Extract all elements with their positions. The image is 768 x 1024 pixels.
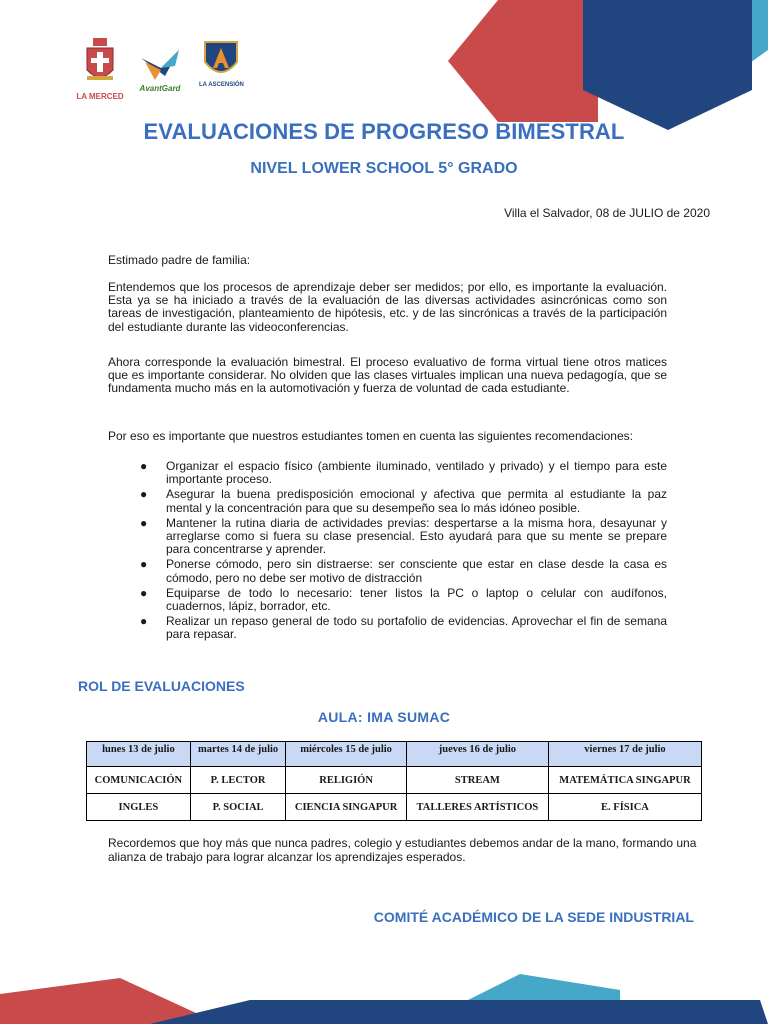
bullet-icon: ● xyxy=(140,487,148,502)
subject-cell: MATEMÁTICA SINGAPUR xyxy=(548,767,701,794)
school-logos xyxy=(75,36,245,110)
day-header: jueves 16 de julio xyxy=(406,742,548,767)
recommendations-list xyxy=(140,460,667,644)
paragraph-2: Ahora corresponde la evaluación bimestral. El proceso evaluativo de forma virtual tiene otros matices que es importante considerar. No olviden que las clases virtuales implican una nueva pedagogía, que se fundamenta mucho más en la automotivación y fuerza de voluntad de cada estudiante. xyxy=(108,355,667,396)
avantgard-bird-icon xyxy=(135,36,185,86)
schedule-heading: ROL DE EVALUACIONES xyxy=(78,678,245,694)
subject-cell: RELIGIÓN xyxy=(286,767,406,794)
ascension-shield xyxy=(199,36,243,89)
paragraph-3: Por eso es importante que nuestros estudiantes tomen en cuenta las siguientes recomendaciones: xyxy=(108,429,633,443)
recommendation-text: Asegurar la buena predisposición emocional y afectiva que permita al estudiante la paz mental y la concentración para que su desempeño sea lo más idóneo posible. xyxy=(166,487,667,515)
day-header: lunes 13 de julio xyxy=(87,742,191,767)
list-item xyxy=(140,488,667,514)
la-merced-label: LA MERCED xyxy=(76,92,124,101)
signoff: COMITÉ ACADÉMICO DE LA SEDE INDUSTRIAL xyxy=(373,909,694,925)
list-item xyxy=(140,615,667,641)
day-header: viernes 17 de julio xyxy=(548,742,701,767)
table-row xyxy=(87,767,702,794)
page-subtitle: NIVEL LOWER SCHOOL 5° GRADO xyxy=(250,160,518,177)
subject-cell: P. SOCIAL xyxy=(190,794,286,821)
avantgard-logo xyxy=(135,36,185,91)
classroom-name: AULA: IMA SUMAC xyxy=(317,709,451,725)
day-header: miércoles 15 de julio xyxy=(286,742,406,767)
subject-cell: P. LECTOR xyxy=(190,767,286,794)
list-item xyxy=(140,517,667,557)
recommendation-text: Organizar el espacio físico (ambiente iluminado, ventilado y privado) y el tiempo para este importante proceso. xyxy=(166,459,667,487)
bullet-icon: ● xyxy=(140,459,148,473)
crest-icon xyxy=(75,36,125,92)
list-item xyxy=(140,460,667,486)
recommendation-text: Equiparse de todo lo necesario: tener listos la PC o laptop o celular con audífonos, cuadernos, lápiz, borrador, etc. xyxy=(166,585,667,614)
subject-cell: TALLERES ARTÍSTICOS xyxy=(406,794,548,821)
subject-cell: CIENCIA SINGAPUR xyxy=(286,794,406,821)
ascension-shield-icon xyxy=(199,36,243,84)
page-title: EVALUACIONES DE PROGRESO BIMESTRAL xyxy=(143,119,625,144)
table-header-row xyxy=(87,742,702,767)
bullet-icon: ● xyxy=(140,585,148,600)
subject-cell: STREAM xyxy=(406,767,548,794)
subject-cell: E. FÍSICA xyxy=(548,794,701,821)
list-item xyxy=(140,587,667,613)
navy-footer-shape xyxy=(150,1000,768,1024)
subject-cell: COMUNICACIÓN xyxy=(87,767,191,794)
recommendation-text: Ponerse cómodo, pero sin distraerse: ser consciente que estar en clase desde la casa es cómodo, pero no debe ser motivo de distracción xyxy=(166,557,667,585)
bullet-icon: ● xyxy=(140,557,148,572)
recommendation-text: Realizar un repaso general de todo su portafolio de evidencias. Aprovechar el fin de semana para repasar. xyxy=(166,614,667,642)
la-merced-crest xyxy=(75,36,125,101)
red-hexagon-shape xyxy=(448,0,598,122)
paragraph-1: Entendemos que los procesos de aprendizaje deber ser medidos; por ello, es importante la evaluación. Esta ya se ha iniciado a través de la evaluación de las diversas actividades asincrónicas como son tareas de investigación, planteamiento de hipótesis, etc. y de las sincrónicas a través de la participación del estudiante durante las videoconferencias. xyxy=(108,280,667,334)
dateline: Villa el Salvador, 08 de JULIO de 2020 xyxy=(504,206,710,220)
bullet-icon: ● xyxy=(140,515,148,530)
subject-cell: INGLES xyxy=(87,794,191,821)
navy-hexagon-shape xyxy=(583,0,752,130)
recommendation-text: Mantener la rutina diaria de actividades previas: despertarse a la misma hora, desayunar y arreglarse como si fuera su clase presencial. Esto ayudará para que su mente se prepare para concentrarse y aprender. xyxy=(166,515,667,557)
table-row xyxy=(87,794,702,821)
greeting: Estimado padre de familia: xyxy=(108,253,251,267)
avantgard-label: AvantGard xyxy=(139,84,181,93)
list-item xyxy=(140,558,667,584)
exam-schedule-table xyxy=(86,741,702,821)
footer-decoration xyxy=(0,960,768,1024)
day-header: martes 14 de julio xyxy=(190,742,286,767)
closing-paragraph: Recordemos que hoy más que nunca padres, colegio y estudiantes debemos andar de la mano, formando una alianza de trabajo para lograr alcanzar los aprendizajes esperados. xyxy=(108,836,697,864)
bullet-icon: ● xyxy=(140,614,148,629)
ascension-label: LA ASCENSIÓN xyxy=(199,82,244,88)
